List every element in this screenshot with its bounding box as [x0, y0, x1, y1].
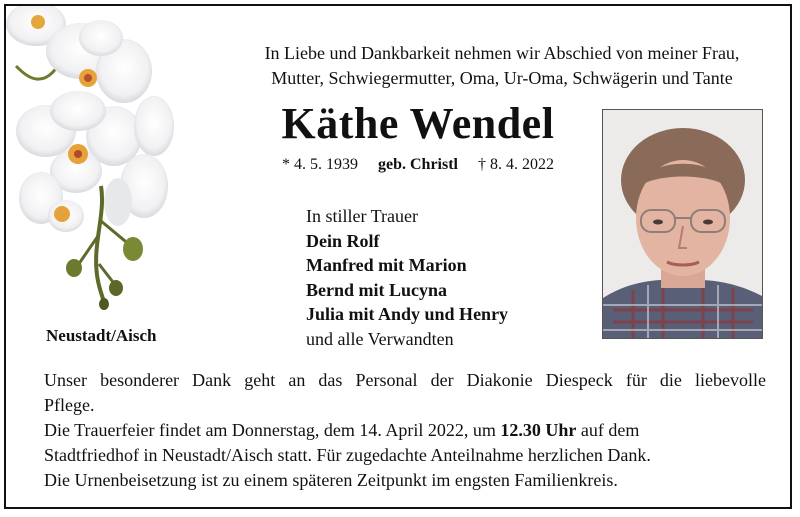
portrait-illustration: [603, 110, 762, 338]
mourner-name: Julia mit Andy und Henry: [306, 304, 509, 324]
urn-line: Die Urnenbeisetzung ist zu einem späteren Zeitpunkt im engsten Familienkreis.: [44, 470, 618, 490]
thanks-line-2: Pflege.: [44, 395, 95, 415]
mourner-name: Bernd mit Lucyna: [306, 279, 448, 300]
life-dates: [218, 156, 618, 174]
death-date: † 8. 4. 2022: [478, 156, 554, 173]
thanks-line-1: Unser besonderer Dank geht an das Personal der Diakonie Diespeck für die liebevolle: [44, 370, 766, 390]
intro-line-2: Mutter, Schwiegermutter, Oma, Ur-Oma, Schwägerin und Tante: [271, 68, 733, 88]
mourner-name: Manfred mit Marion: [306, 255, 467, 275]
intro-text: [232, 41, 772, 91]
portrait-photo: [602, 109, 763, 339]
birth-date: * 4. 5. 1939: [282, 156, 358, 173]
birth-name: geb. Christl: [378, 156, 458, 173]
service-time: 12.30 Uhr: [500, 420, 577, 440]
place-name: Neustadt/Aisch: [46, 326, 157, 345]
mourners-list: [306, 204, 508, 351]
intro-line-1: In Liebe und Dankbarkeit nehmen wir Abschied von meiner Frau,: [264, 43, 740, 63]
mourners-closing: und alle Verwandten: [306, 328, 454, 349]
service-text-before: Die Trauerfeier findet am Donnerstag, dem 14. April 2022, um: [44, 420, 501, 440]
mourners-heading: In stiller Trauer: [306, 206, 418, 226]
closing-text: [44, 368, 766, 493]
service-text-after: auf dem: [576, 420, 640, 440]
deceased-name: Käthe Wendel: [281, 99, 555, 148]
orchid-icon: [6, 6, 181, 316]
service-line-2: Stadtfriedhof in Neustadt/Aisch statt. Für zugedachte Anteilnahme herzlichen Dank.: [44, 445, 651, 465]
mourner-name: Dein Rolf: [306, 230, 380, 251]
service-line-1: [44, 418, 766, 443]
obituary-frame: [4, 4, 792, 509]
